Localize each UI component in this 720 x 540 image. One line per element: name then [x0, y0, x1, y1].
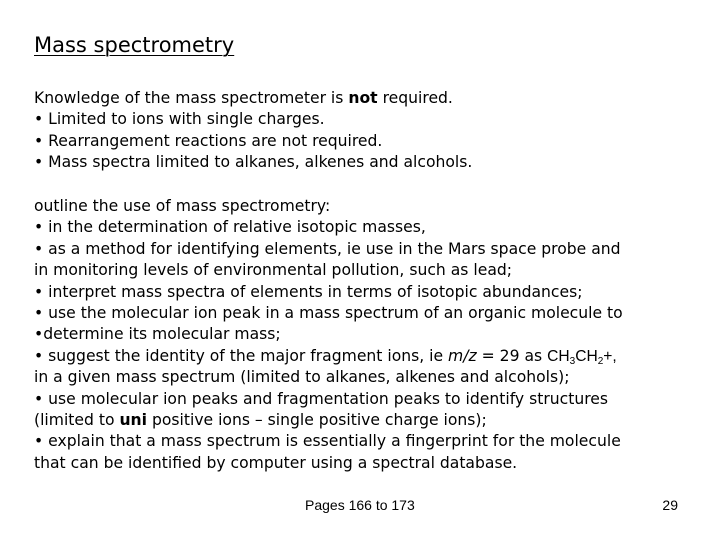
fragment-formula: [547, 348, 617, 365]
intro-bullet-1: • Limited to ions with single charges.: [34, 110, 325, 129]
outline-bullet-6b: [34, 410, 623, 431]
outline-bullet-4b: •determine its molecular mass;: [34, 325, 281, 344]
formula-sub-1: 3: [569, 355, 576, 367]
outline-bullet-3: • interpret mass spectra of elements in terms of isotopic abundances;: [34, 282, 583, 301]
mz-symbol: m/z: [448, 346, 477, 365]
outline-bullet-5a: [34, 346, 623, 367]
formula-part-2: CH: [575, 347, 598, 365]
outline-bullet-5b: in a given mass spectrum (limited to alkanes, alkenes and alcohols);: [34, 368, 570, 387]
outline-text: [34, 196, 623, 474]
outline-bullet-7a: • explain that a mass spectrum is essentially a fingerprint for the molecule: [34, 432, 621, 451]
outline-bullet-6a: • use molecular ion peaks and fragmentation peaks to identify structures: [34, 389, 608, 408]
formula-sub-2: 2: [597, 355, 604, 367]
intro-line-1-start: Knowledge of the mass spectrometer is: [34, 89, 349, 107]
intro-text: [34, 88, 472, 174]
bullet-6b-bold: uni: [119, 410, 148, 429]
footer-pages: Pages 166 to 173: [305, 497, 415, 513]
outline-bullet-4a: • use the molecular ion peak in a mass spectrum of an organic molecule to: [34, 303, 623, 322]
bullet-5a-mid: = 29 as: [476, 346, 548, 365]
intro-bullet-2: • Rearrangement reactions are not required.: [34, 131, 383, 150]
intro-bullet-3: • Mass spectra limited to alkanes, alkenes and alcohols.: [34, 153, 473, 172]
outline-bullet-2a: • as a method for identifying elements, ie use in the Mars space probe and: [34, 239, 621, 258]
page-number: 29: [662, 497, 678, 513]
bullet-6b-start: (limited to: [34, 410, 120, 429]
outline-bullet-2b: in monitoring levels of environmental pollution, such as lead;: [34, 261, 513, 280]
bullet-5a-start: • suggest the identity of the major fragment ions, ie: [34, 346, 449, 365]
intro-line-1-end: required.: [377, 89, 453, 107]
formula-part-1: CH: [547, 347, 570, 365]
intro-line-1: [34, 88, 472, 109]
outline-bullet-7b: that can be identified by computer using a spectral database.: [34, 453, 518, 472]
slide-title: Mass spectrometry: [34, 33, 235, 57]
formula-part-3: +,: [603, 347, 617, 365]
bullet-6b-end: positive ions – single positive charge ions);: [147, 410, 487, 429]
outline-heading: outline the use of mass spectrometry:: [34, 197, 331, 215]
intro-line-1-bold: not: [348, 89, 378, 107]
outline-bullet-1: • in the determination of relative isotopic masses,: [34, 218, 426, 237]
